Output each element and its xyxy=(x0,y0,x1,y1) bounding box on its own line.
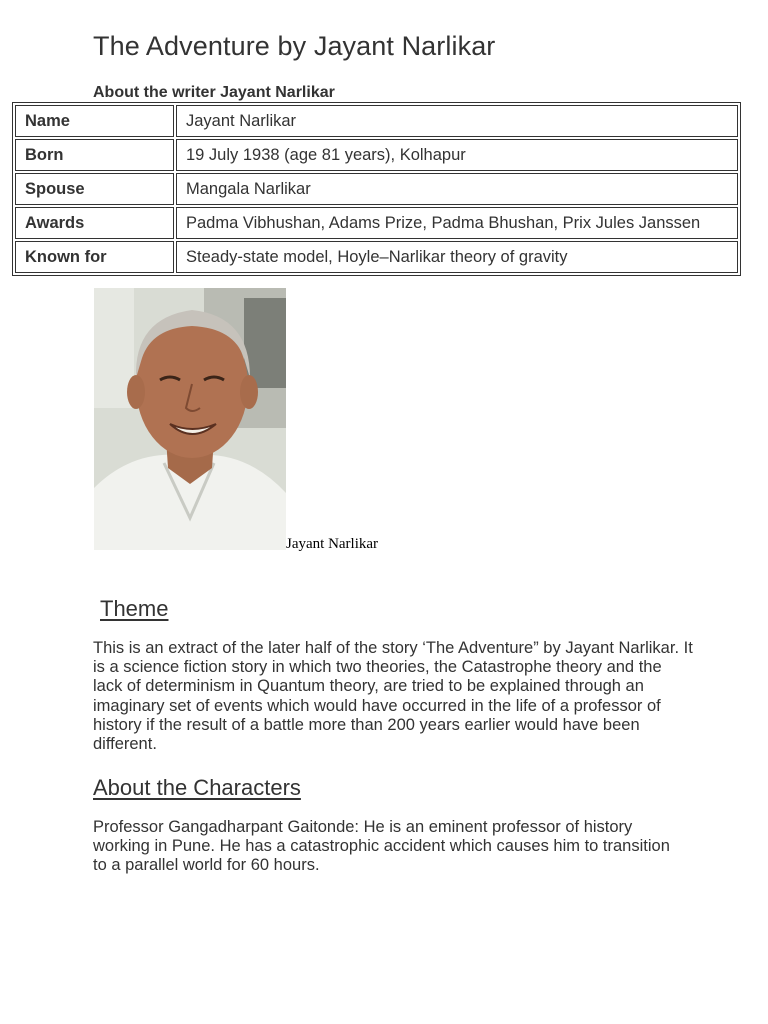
row-key-name: Name xyxy=(15,105,174,137)
row-key-spouse: Spouse xyxy=(15,173,174,205)
row-key-born: Born xyxy=(15,139,174,171)
theme-paragraph: This is an extract of the later half of the story ‘The Adventure” by Jayant Narlikar. It is a science fiction story in which two theories, the Catastrophe theory and the lack of determinism in Quantum theory, are tried to be explained through an imaginary set of events which would have occurred in the life of a professor of history if the result of a battle more than 200 years earlier would have been different. xyxy=(93,639,693,754)
table-row xyxy=(15,173,738,205)
row-value-awards: Padma Vibhushan, Adams Prize, Padma Bhushan, Prix Jules Janssen xyxy=(176,207,738,239)
table-row xyxy=(15,207,738,239)
characters-heading: About the Characters xyxy=(93,775,301,800)
table-row xyxy=(15,105,738,137)
page-title: The Adventure by Jayant Narlikar xyxy=(93,31,496,61)
row-key-awards: Awards xyxy=(15,207,174,239)
row-key-known-for: Known for xyxy=(15,241,174,273)
author-photo xyxy=(94,288,286,550)
section-subtitle: About the writer Jayant Narlikar xyxy=(93,84,335,101)
photo-caption: Jayant Narlikar xyxy=(286,536,379,552)
writer-info-table xyxy=(12,102,741,276)
row-value-spouse: Mangala Narlikar xyxy=(176,173,738,205)
row-value-born: 19 July 1938 (age 81 years), Kolhapur xyxy=(176,139,738,171)
theme-heading: Theme xyxy=(100,596,169,621)
table-row xyxy=(15,139,738,171)
table-row xyxy=(15,241,738,273)
author-portrait-image xyxy=(94,288,286,550)
row-value-name: Jayant Narlikar xyxy=(176,105,738,137)
characters-paragraph: Professor Gangadharpant Gaitonde: He is an eminent professor of history working in Pune. He has a catastrophic accident which causes him to transition to a parallel world for 60 hours. xyxy=(93,818,670,875)
row-value-known-for: Steady-state model, Hoyle–Narlikar theory of gravity xyxy=(176,241,738,273)
